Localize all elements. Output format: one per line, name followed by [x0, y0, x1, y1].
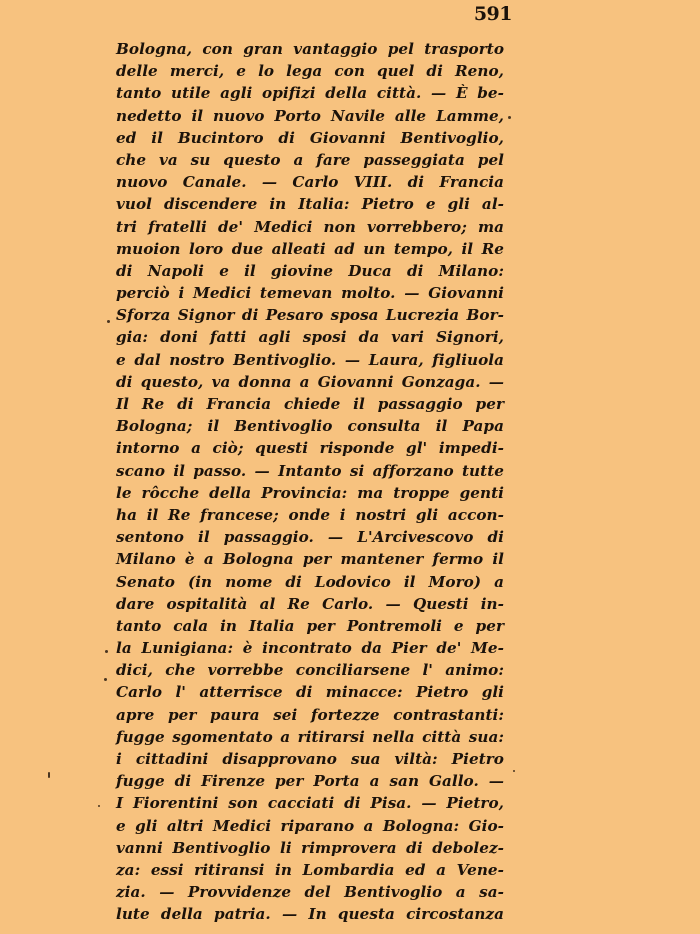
text-line: dici, che vorrebbe conciliarsene l' animo:	[116, 661, 504, 680]
text-line: Milano è a Bologna per mantener fermo il	[116, 550, 504, 569]
text-line: scano il passo. — Intanto si afforzano tutte	[116, 461, 504, 480]
text-line: tri fratelli de' Medici non vorrebbero; ma	[116, 217, 504, 236]
ink-speck	[107, 320, 110, 323]
text-line: fugge sgomentato a ritirarsi nella città sua:	[116, 727, 504, 746]
text-line last-short: lute della patria. — In questa circostanza	[116, 905, 504, 924]
text-line: che va su questo a fare passeggiata pel	[116, 150, 504, 169]
ink-speck	[513, 770, 515, 772]
text-line: nedetto il nuovo Porto Navile alle Lamme,	[116, 106, 504, 125]
text-line: e dal nostro Bentivoglio. — Laura, figliuola	[116, 350, 504, 369]
text-line: za: essi ritiransi in Lombardia ed a Vene-	[116, 860, 504, 879]
text-line: perciò i Medici temevan molto. — Giovanni	[116, 284, 504, 303]
text-line: vanni Bentivoglio li rimprovera di debolez-	[116, 838, 504, 857]
text-line: di questo, va donna a Giovanni Gonzaga. —	[116, 372, 504, 391]
page-number: 591	[473, 3, 512, 25]
text-line: dare ospitalità al Re Carlo. — Questi in-	[116, 594, 504, 613]
text-line: ed il Bucintoro di Giovanni Bentivoglio,	[116, 128, 504, 147]
text-line: e gli altri Medici riparano a Bologna: Gio-	[116, 816, 504, 835]
text-line: delle merci, e lo lega con quel di Reno,	[116, 62, 504, 81]
text-line: gia: doni fatti agli sposi da vari Signori,	[116, 328, 504, 347]
text-line: sentono il passaggio. — L'Arcivescovo di	[116, 528, 504, 547]
text-line: muoion loro due alleati ad un tempo, il Re	[116, 239, 504, 258]
text-line: i cittadini disapprovano sua viltà: Pietro	[116, 750, 504, 768]
text-line: I Fiorentini son cacciati di Pisa. — Pietro,	[116, 794, 504, 813]
text-line: la Lunigiana: è incontrato da Pier de' Me-	[116, 639, 504, 658]
ink-speck	[98, 805, 100, 807]
ink-speck	[105, 650, 108, 653]
ink-speck	[104, 678, 107, 681]
text-line: tanto utile agli opifizi della città. — È be-	[116, 84, 504, 103]
text-line: Bologna; il Bentivoglio consulta il Papa	[116, 417, 504, 436]
text-line: Sforza Signor di Pesaro sposa Lucrezia Bor-	[116, 306, 504, 325]
text-line: ha il Re francese; onde i nostri gli accon-	[116, 505, 504, 524]
text-line: vuol discendere in Italia: Pietro e gli al-	[116, 195, 504, 214]
text-line: fugge di Firenze per Porta a san Gallo. —	[116, 772, 504, 791]
text-line: zia. — Provvidenze del Bentivoglio a sa-	[116, 883, 504, 902]
text-line: nuovo Canale. — Carlo VIII. di Francia	[116, 173, 504, 192]
text-line: Bologna, con gran vantaggio pel trasporto	[116, 40, 504, 58]
text-line: apre per paura sei fortezze contrastanti:	[116, 705, 504, 724]
text-line: Il Re di Francia chiede il passaggio per	[116, 395, 504, 413]
body-text	[116, 38, 504, 926]
text-line: di Napoli e il giovine Duca di Milano:	[116, 261, 504, 280]
ink-speck	[508, 116, 511, 119]
text-line: Senato (in nome di Lodovico il Moro) a	[116, 572, 504, 591]
text-line: tanto cala in Italia per Pontremoli e per	[116, 616, 504, 635]
text-line: intorno a ciò; questi risponde gl' impedi-	[116, 439, 504, 458]
text-line: le rôcche della Provincia: ma troppe genti	[116, 483, 504, 502]
ink-speck	[48, 772, 50, 778]
text-line: Carlo l' atterrisce di minacce: Pietro gli	[116, 683, 504, 702]
